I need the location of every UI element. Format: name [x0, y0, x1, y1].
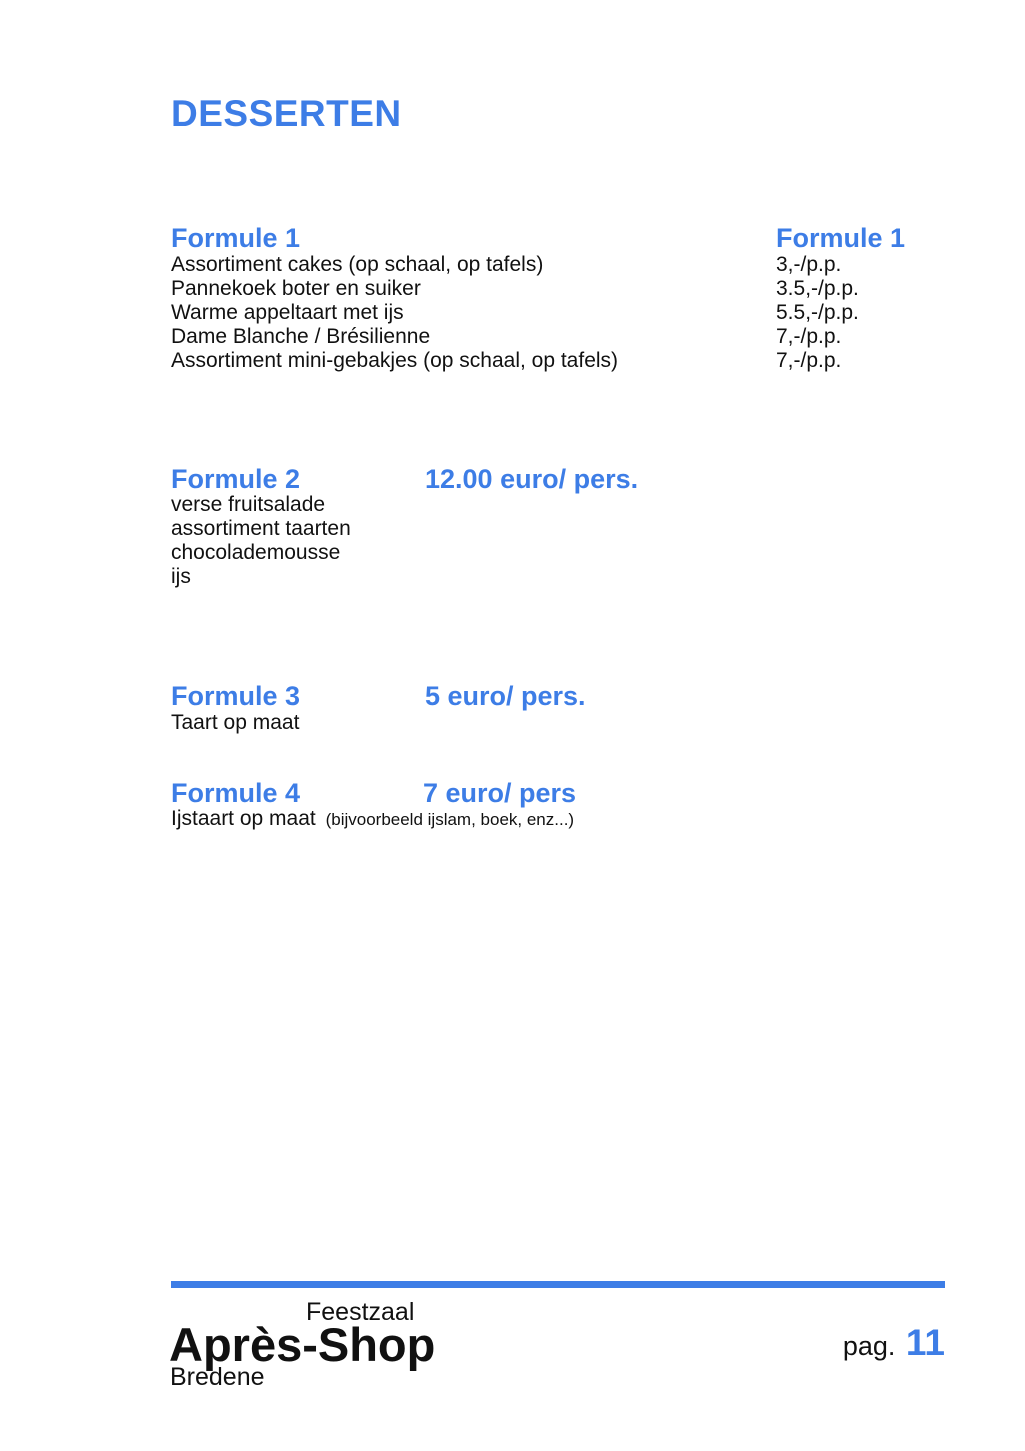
- formula-1-price-heading: Formule 1: [776, 223, 906, 253]
- page-title: DESSERTEN: [171, 93, 402, 134]
- formula-1-item-price: 3.5,-/p.p.: [776, 277, 859, 300]
- formula-1-title: Formule 1: [171, 223, 301, 253]
- formula-1-prices: [776, 253, 859, 373]
- formula-1-items: [171, 253, 618, 373]
- formula-3-price: 5 euro/ pers.: [425, 681, 586, 711]
- formula-1-item-price: 5.5,-/p.p.: [776, 301, 859, 324]
- formula-1-item-price: 7,-/p.p.: [776, 325, 842, 348]
- formula-2-item: assortiment taarten: [171, 517, 351, 540]
- formula-2-items: [171, 493, 351, 589]
- formula-2-item: verse fruitsalade: [171, 493, 326, 516]
- page-label: pag.: [842, 1331, 896, 1361]
- formula-2-price: 12.00 euro/ pers.: [425, 464, 639, 494]
- formula-3-title: Formule 3: [171, 681, 301, 711]
- formula-2-title: Formule 2: [171, 464, 301, 494]
- formula-1-item-price: 7,-/p.p.: [776, 349, 842, 372]
- formula-4-note: (bijvoorbeeld ijslam, boek, enz...): [325, 810, 575, 829]
- formula-1-item: Pannekoek boter en suiker: [171, 277, 421, 300]
- footer-brand-top: Feestzaal: [306, 1298, 415, 1326]
- page-number: 11: [905, 1322, 945, 1363]
- formula-4-line: [171, 807, 574, 832]
- formula-4-price: 7 euro/ pers: [423, 778, 577, 808]
- formula-2-item: ijs: [171, 565, 191, 588]
- formula-1-item: Assortiment mini-gebakjes (op schaal, op tafels): [171, 349, 619, 372]
- formula-2-item: chocolademousse: [171, 541, 341, 564]
- formula-1-item-price: 3,-/p.p.: [776, 253, 842, 276]
- page-number-block: [843, 1322, 945, 1364]
- formula-1-item: Dame Blanche / Brésilienne: [171, 325, 431, 348]
- footer-divider: [171, 1281, 945, 1288]
- formula-1-item: Warme appeltaart met ijs: [171, 301, 404, 324]
- formula-4-description: Ijstaart op maat: [171, 807, 316, 830]
- formula-4-title: Formule 4: [171, 778, 301, 808]
- formula-3-description: Taart op maat: [171, 711, 300, 734]
- formula-1-item: Assortiment cakes (op schaal, op tafels): [171, 253, 544, 276]
- footer-brand-logo: Après-Shop: [169, 1318, 436, 1371]
- footer-brand-bottom: Bredene: [170, 1363, 265, 1391]
